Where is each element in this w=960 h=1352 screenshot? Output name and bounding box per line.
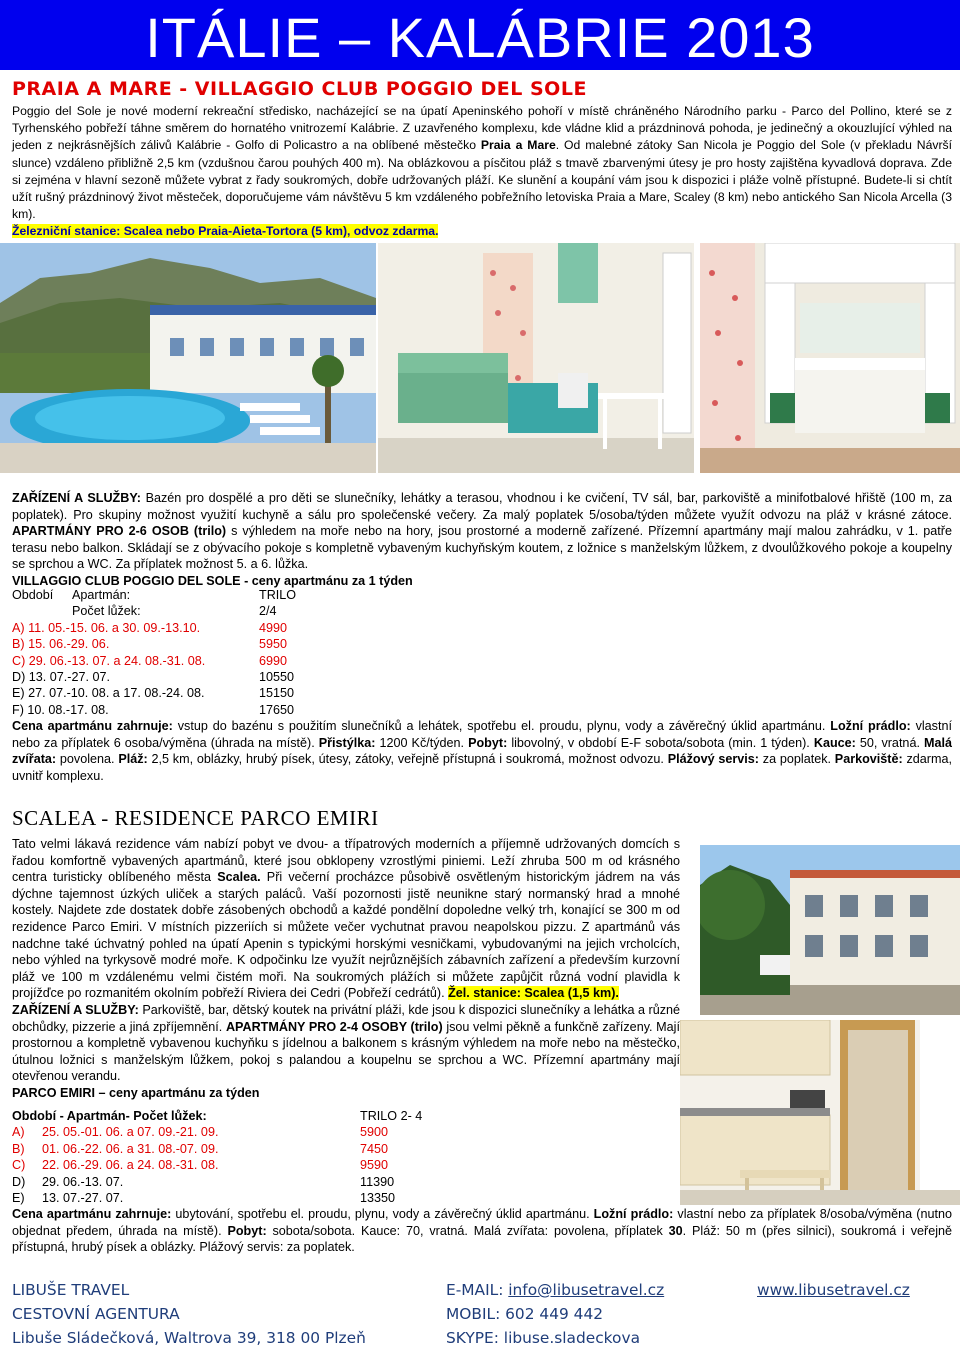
services-text-b: s výhledem na moře nebo na hory, jsou prostorné a moderně zařízené. Přízemní apartmány mají malou zahrádku, v 1. patře terasu nebo balkon. Skládají se z obývacího pokoje s kompletně vybaveným kuchyňským koutem, z ložnice s manželským lůžkem, z dvoulůžkového pokoje a koupelny se sprchou a WC. Za příplatek možnost 5. a 6. lůžka. xyxy=(12,524,952,572)
apartments-label: APARTMÁNY PRO 2-6 OSOB (trilo) xyxy=(12,524,227,539)
services-text-a: Bazén pro dospělé a pro děti se slunečníky, lehátky a terasou, vhodnou i ke cvičení, TV sál, bar, parkoviště a minifotbalové hřiště (100 m, za poplatek). Pro skupiny možnost využití kuchyně a sálu pro společenské večery. Za malý poplatek 5/osoba/týden můžete využít odvozu na pláž v krásné zátoce. xyxy=(12,491,952,522)
skype-name: SKYPE: libuse.sladeckova xyxy=(446,1329,640,1347)
intro-text-a: Poggio del Sole je nové moderní rekreační středisko, nacházející se na úpatí Apeninského pohoří v místě chráněného Národního parku - Parco del Pollino, které se z Tyrhenského pobřeží táhne směrem do hornatého vnitrozemí Kalábrie. Z uzavřeného komplexu, kde vládne klid a prázdninová pohoda, je jedinečný a okouzlující výhled na jeden z nejkrásnějších zálivů Kalábrie - Golfo di Policastro a na oblíbené městečko xyxy=(12,104,952,153)
table-header-row xyxy=(12,603,296,619)
table-row: F) 10. 08.-17. 08. 17650 xyxy=(12,702,295,717)
scalea-station-note: Žel. stanice: Scalea (1,5 km). xyxy=(448,986,619,1001)
agency-name: LIBUŠE TRAVEL xyxy=(12,1281,130,1299)
services-label: ZAŘÍZENÍ A SLUŽBY: xyxy=(12,491,141,505)
praia-intro xyxy=(12,103,952,241)
apartment-bedroom-photo xyxy=(700,243,960,473)
scalea-price-table xyxy=(12,1108,422,1206)
email-link[interactable]: info@libusetravel.cz xyxy=(508,1281,665,1299)
page-title: ITÁLIE – KALÁBRIE 2013 xyxy=(145,6,815,69)
praia-included: Cena apartmánu zahrnuje: vstup do bazénu s použitím slunečníků a lehátek, spotřebu el. proudu, plynu, vody a závěrečný úklid apartmánu. Ložní prádlo: vlastní nebo za příplatek 6 osoba/výměna (úhrada na místě). Přistýlka: 1200 Kč/týden. Pobyt: libovolný, v období E-F sobota/sobota (min. 1 týden). Kauce: 50, vratná. Malá zvířata: povolena. Pláž: 2,5 km, oblázky, hrubý písek, útesy, zátoky, veřejně přístupná i soukromá, možnost odvozu. Plážový servis: za poplatek. Parkoviště: zdarma, uvnitř komplexu. xyxy=(12,719,952,783)
col-beds-value: 2/4 xyxy=(259,604,277,619)
intro-text-c: . Od malebné zátoky San Nicola je Poggio del Sole (v překladu Návrší slunce) vzdáleno přibližně 2,5 km (vzdušnou čarou pouhých 400 m). Na oblázkovou a písčitou pláž s tmavě zbarvenými útesy je pro hosty zajištěna kyvadlová doprava. Zde si zejména v hlavní sezoně můžete vybrat z řady soukromých, dobře udržovaných pláží. Ke slunění a koupání vám jsou k dispozici i pláže volně přístupné. Budete-li si chtít užít rušný prázdninový život městeček, doporučujeme vám návštěvu 5 km vzdáleného pobřežního letoviska Praia a Mare, Scaley (8 km) nebo antického San Nicola Arcella (3 km). xyxy=(12,138,952,222)
praia-services xyxy=(12,490,952,590)
table-row: B) 01. 06.-22. 06. a 31. 08.-07. 09. 7450 xyxy=(12,1141,389,1156)
table-row: C) 22. 06.-29. 06. a 24. 08.-31. 08. 9590 xyxy=(12,1158,389,1173)
table-row: C) 29. 06.-13. 07. a 24. 08.-31. 08. 6990 xyxy=(12,653,288,668)
apartment-living-photo xyxy=(378,243,694,473)
col-beds: Počet lůžek: xyxy=(72,604,141,619)
section-title-praia: PRAIA A MARE - VILLAGGIO CLUB POGGIO DEL SOLE xyxy=(12,78,587,100)
residence-exterior-photo xyxy=(700,845,960,1015)
table-row: E) 13. 07.-27. 07. 13350 xyxy=(12,1191,396,1206)
scalea-price-title: PARCO EMIRI – ceny apartmánu za týden xyxy=(12,1085,260,1100)
col-trilo: TRILO xyxy=(259,588,297,602)
agency-type: CESTOVNÍ AGENTURA xyxy=(12,1305,180,1323)
scalea-intro: Tato velmi lákavá rezidence vám nabízí pobyt ve dvou- a třípatrových moderních a příjemně udržovaných domcích s řadou komfortně vybavených apartmánů, které jsou obklopeny vzrostlými piniemi. Leží zhruba 500 m od krásného centra turisticky oblíbeného města Scalea. Při večerní procházce působivě osvětleným historickým jádrem na vás dýchne tajemnost úzkých uliček a starých paláců. Vaší pozornosti jistě neunikne starý normanský hrad a mnohé kostely. Najdete zde dostatek dobře zásobených obchodů a každé pondělní dopoledne velký trh, konající se 300 m od rezidence Parco Emiri. V místních pizzeriích si můžete večer vychutnat pravou neapolskou pizzu. Z apartmánů vás nadchne také úchvatný pohled na úpatí Apenin s typickými horskými vesničkami, vybudovanými na jejich vrcholcích, nebo výhled na tyrkysově modré moře. K odpočinku lze využít nejrůznějších zábavních zařízení a především kurzovní pláž ve 100 m vzdálenému velmi čistém moři. Na soukromých plážích si můžete zapůjčit různá vodní plavidla k projížďce po rozmanitém okolním pobřeží Riviera dei Cedri (Pobřeží cedrátů). Žel. stanice: Scalea (1,5 km). ZAŘÍZENÍ A SLUŽBY: Parkoviště, bar, dětský koutek na privátní pláži, kde jsou k dispozici slunečníky a lehátka a různé obchůdky, pizzerie a jiná zpříjemnění. APARTMÁNY PRO 2-4 OSOBY (trilo) jsou velmi pěkně a funkčně zařízeny. Mají prostornou a kompletně vybavenou kuchyňku s jídelnou a balkonem s krásným výhledem na moře nebo na městečko, útulnou ložnici s manželským lůžkem, pokoj s palandou a koupelnu se sprchou a WC. Přízemní apartmány mají otevřenou verandu. PARCO EMIRI – ceny apartmánu za týden xyxy=(12,837,681,1100)
section-title-scalea: SCALEA - RESIDENCE PARCO EMIRI xyxy=(12,806,379,830)
table-row: D) 13. 07.-27. 07. 10550 xyxy=(12,670,295,685)
intro-town: Praia a Mare xyxy=(480,138,556,153)
table-row: D) 29. 06.-13. 07. 11390 xyxy=(12,1174,395,1189)
scalea-included: Cena apartmánu zahrnuje: ubytování, spotřebu el. proudu, plynu, vody a závěrečný úklid apartmánu. Ložní prádlo: vlastní nebo za příplatek 8/osoba/výměna (nutno objednat předem, úhrada na místě). Pobyt: sobota/sobota. Kauce: 70, vratná. Malá zvířata: povolena, příplatek 30. Pláž: 50 m (přes silnici), soukromá i veřejně přístupná, hrubý písek a oblázky. Plážový servis: za poplatek. xyxy=(12,1207,952,1255)
email-label: E-MAIL: xyxy=(446,1281,509,1299)
mobile-number: MOBIL: 602 449 442 xyxy=(446,1305,604,1323)
table-header-row: Období - Apartmán- Počet lůžek: TRILO 2- 4 xyxy=(12,1109,423,1123)
col-period: Období xyxy=(12,588,54,602)
footer-agency xyxy=(12,1278,366,1350)
website-link[interactable]: www.libusetravel.cz xyxy=(757,1281,910,1299)
price-table-title: VILLAGGIO CLUB POGGIO DEL SOLE - ceny apartmánu za 1 týden xyxy=(12,573,413,588)
praia-price-table xyxy=(12,587,296,718)
resort-pool-photo xyxy=(0,243,376,473)
table-row: E) 27. 07.-10. 08. a 17. 08.-24. 08. 15150 xyxy=(12,686,295,701)
table-row: A) 11. 05.-15. 06. a 30. 09.-13.10. 4990 xyxy=(12,620,288,635)
col-apartment: Apartmán: xyxy=(72,588,131,602)
agency-address: Libuše Sládečková, Waltrova 39, 318 00 Plzeň xyxy=(12,1329,366,1347)
train-station-note: Železniční stanice: Scalea nebo Praia-Aieta-Tortora (5 km), odvoz zdarma. xyxy=(12,224,439,239)
table-row: A) 25. 05.-01. 06. a 07. 09.-21. 09. 5900 xyxy=(12,1125,389,1140)
footer-web xyxy=(757,1278,910,1302)
table-header-row xyxy=(12,587,296,603)
residence-kitchen-photo xyxy=(680,1020,960,1205)
table-row: B) 15. 06.-29. 06. 5950 xyxy=(12,637,288,652)
footer-contacts xyxy=(446,1278,664,1350)
title-banner xyxy=(0,0,960,70)
